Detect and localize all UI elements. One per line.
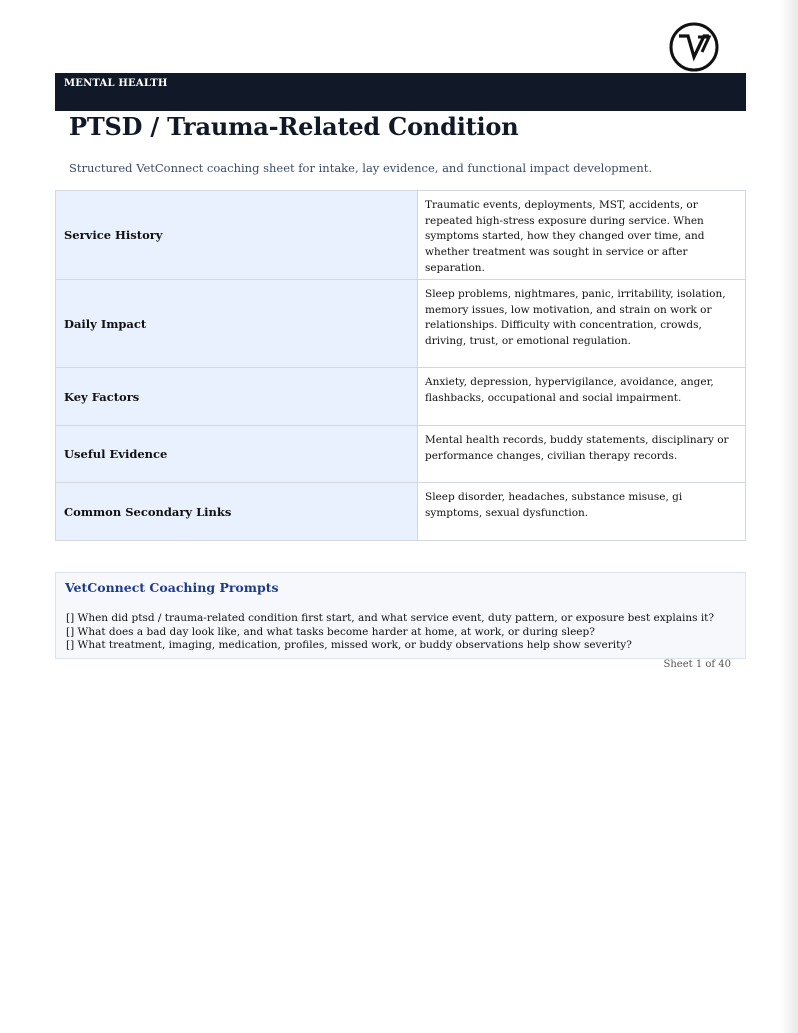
condition-info-table bbox=[55, 190, 746, 541]
page-title: PTSD / Trauma-Related Condition bbox=[69, 112, 519, 141]
list-item: [] What does a bad day look like, and what tasks become harder at home, at work, or during sleep? bbox=[66, 625, 595, 638]
vetconnect-v-logo-icon bbox=[668, 21, 720, 73]
row-label: Daily Impact bbox=[56, 280, 418, 368]
row-value: Sleep disorder, headaches, substance misuse, gi symptoms, sexual dysfunction. bbox=[418, 483, 746, 541]
table-row bbox=[56, 426, 746, 483]
coaching-prompts-box bbox=[55, 572, 746, 659]
list-item: [] What treatment, imaging, medication, profiles, missed work, or buddy observations help show severity? bbox=[66, 639, 632, 652]
sheet-number: Sheet 1 of 40 bbox=[663, 659, 731, 670]
table-row bbox=[56, 280, 746, 368]
table-row bbox=[56, 191, 746, 280]
coaching-prompts-title: VetConnect Coaching Prompts bbox=[65, 580, 279, 595]
row-label: Common Secondary Links bbox=[56, 483, 418, 541]
row-value: Mental health records, buddy statements, disciplinary or performance changes, civilian therapy records. bbox=[418, 426, 746, 483]
list-item: [] When did ptsd / trauma-related condition first start, and what service event, duty pattern, or exposure best explains it? bbox=[66, 612, 715, 624]
row-value: Anxiety, depression, hypervigilance, avoidance, anger, flashbacks, occupational and social impairment. bbox=[418, 368, 746, 426]
page-subtitle: Structured VetConnect coaching sheet for intake, lay evidence, and functional impact development. bbox=[69, 161, 653, 175]
row-value: Sleep problems, nightmares, panic, irritability, isolation, memory issues, low motivation, and strain on work or relationships. Difficulty with concentration, crowds, driving, trust, or emotional regulation. bbox=[418, 280, 746, 368]
row-label: Service History bbox=[56, 191, 418, 280]
page-edge-shadow bbox=[780, 0, 798, 1033]
header-bar bbox=[55, 73, 746, 111]
table-row bbox=[56, 483, 746, 541]
row-label: Useful Evidence bbox=[56, 426, 418, 483]
table-row bbox=[56, 368, 746, 426]
category-label: MENTAL HEALTH bbox=[64, 78, 168, 89]
row-value: Traumatic events, deployments, MST, accidents, or repeated high-stress exposure during service. When symptoms started, how they changed over time, and whether treatment was sought in service or after separation. bbox=[418, 191, 746, 280]
coaching-prompts-list bbox=[66, 612, 714, 653]
row-label: Key Factors bbox=[56, 368, 418, 426]
